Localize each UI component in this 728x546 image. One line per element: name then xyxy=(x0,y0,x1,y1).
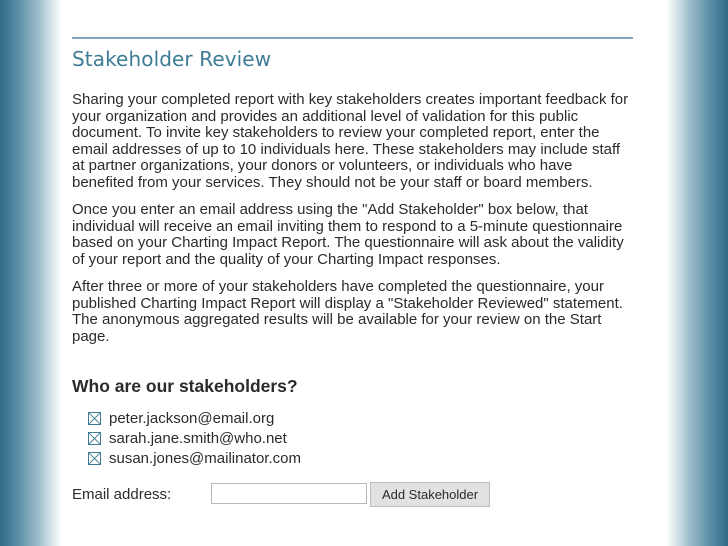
stakeholder-email: sarah.jane.smith@who.net xyxy=(109,429,287,447)
email-input[interactable] xyxy=(211,483,367,504)
remove-icon[interactable] xyxy=(88,432,101,445)
email-label: Email address: xyxy=(72,486,172,503)
intro-text xyxy=(72,92,634,356)
stakeholder-item xyxy=(88,428,301,448)
stakeholders-heading: Who are our stakeholders? xyxy=(72,376,298,396)
stakeholder-item xyxy=(88,408,301,428)
add-stakeholder-button[interactable]: Add Stakeholder xyxy=(370,482,490,507)
stakeholder-email: peter.jackson@email.org xyxy=(109,409,275,427)
intro-paragraph-2: Once you enter an email address using the "Add Stakeholder" box below, that individual will receive an email inviting them to respond to a 5-minute questionnaire based on your Charting Impact Report. The questionnaire will ask about the validity of your report and the quality of your Charting Impact responses. xyxy=(72,201,624,268)
remove-icon[interactable] xyxy=(88,412,101,425)
intro-paragraph-3: After three or more of your stakeholders have completed the questionnaire, your published Charting Impact Report will display a "Stakeholder Reviewed" statement. The anonymous aggregated results will be available for your review on the Start page. xyxy=(72,278,623,345)
add-stakeholder-form xyxy=(72,482,634,508)
stakeholder-item xyxy=(88,448,301,468)
stakeholder-email: susan.jones@mailinator.com xyxy=(109,449,301,467)
page-title: Stakeholder Review xyxy=(72,47,272,71)
main-content xyxy=(72,0,634,546)
top-divider xyxy=(72,37,633,39)
stakeholder-list xyxy=(88,408,301,468)
remove-icon[interactable] xyxy=(88,452,101,465)
intro-paragraph-1: Sharing your completed report with key stakeholders creates important feedback for your organization and provides an additional level of validation for this public document. To invite key stakeholders to review your completed report, enter the email addresses of up to 10 individuals here. These stakeholders may include staff at partner organizations, your donors or volunteers, or individuals who have benefited from your services. They should not be your staff or board members. xyxy=(72,91,629,191)
